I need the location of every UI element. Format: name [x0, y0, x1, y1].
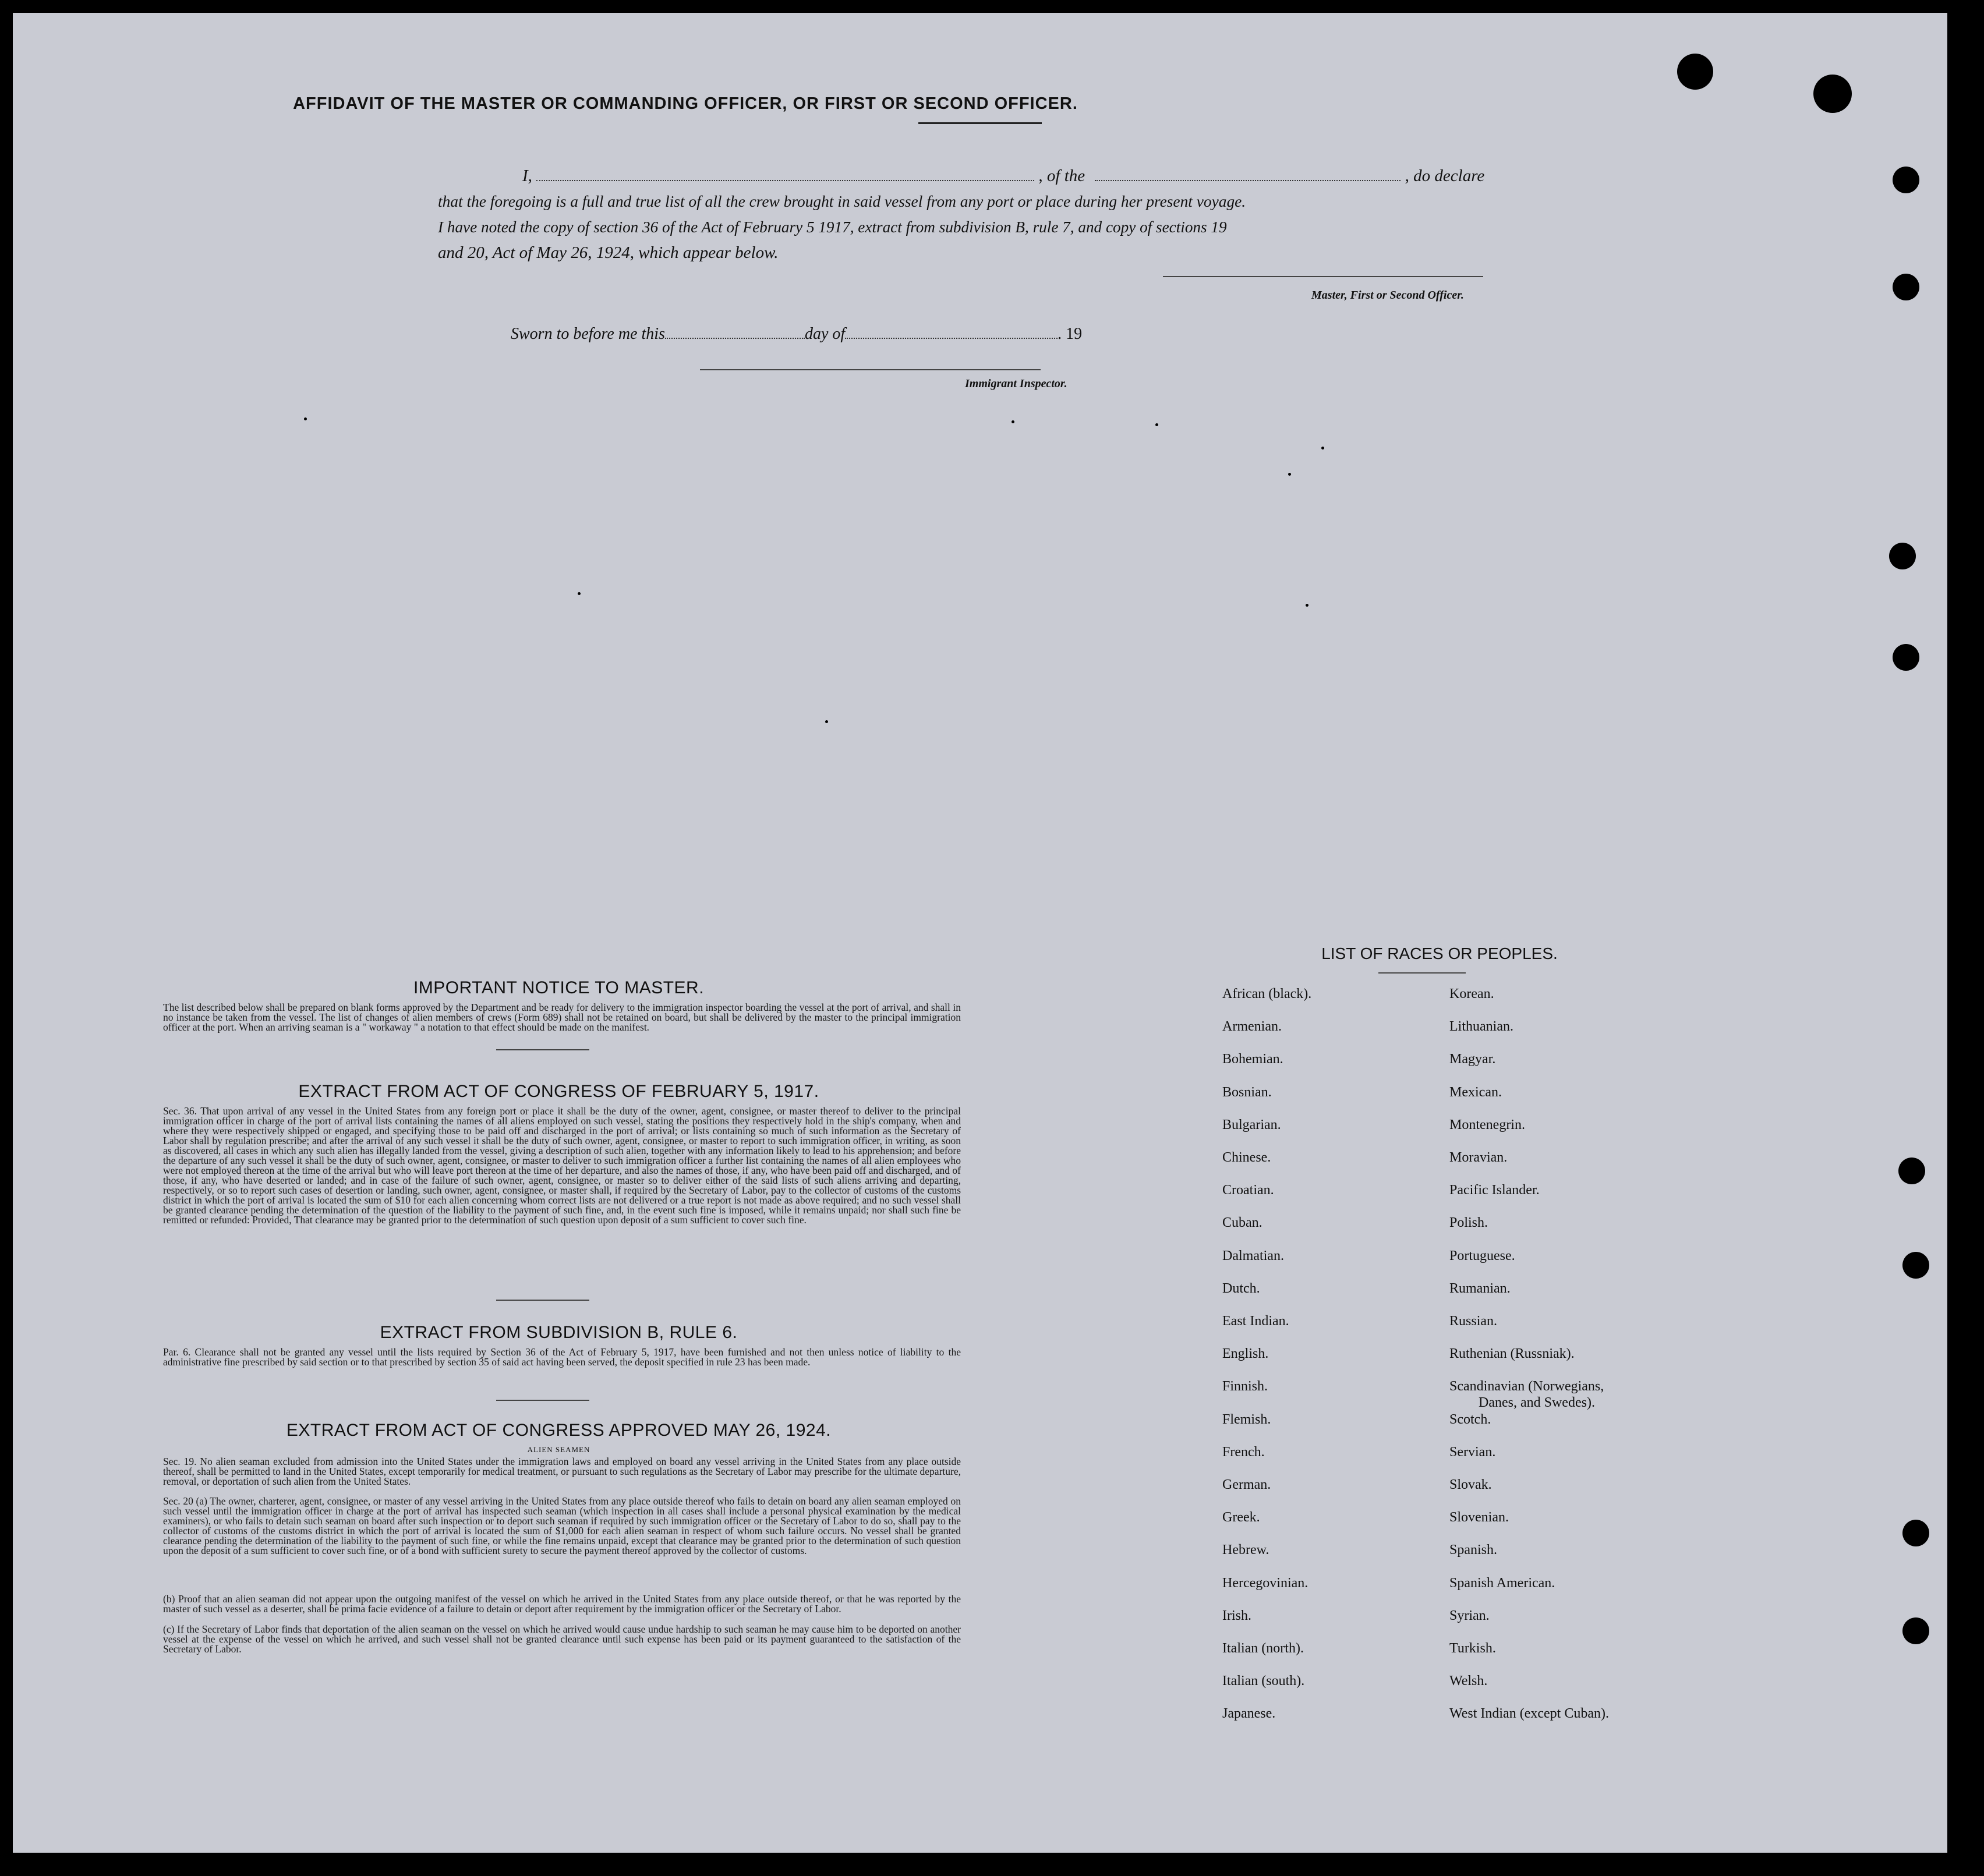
race-item: Montenegrin. [1449, 1117, 1525, 1132]
race-item: Syrian. [1449, 1608, 1490, 1623]
race-item: Lithuanian. [1449, 1019, 1513, 1034]
race-item: Welsh. [1449, 1673, 1488, 1689]
affidavit-title: AFFIDAVIT OF THE MASTER OR COMMANDING OFFICER, OR FIRST OR SECOND OFFICER. [293, 94, 1078, 113]
races-title: LIST OF RACES OR PEOPLES. [1321, 944, 1558, 962]
race-item: English. [1222, 1346, 1269, 1361]
race-item: Greek. [1222, 1510, 1260, 1525]
torn-corner-mark [1677, 54, 1713, 90]
race-item: Pacific Islander. [1449, 1183, 1540, 1198]
race-item: Chinese. [1222, 1150, 1271, 1165]
speck [1306, 604, 1308, 607]
extract-rule6-title: EXTRACT FROM SUBDIVISION B, RULE 6. [380, 1323, 738, 1342]
sworn-day-field[interactable] [665, 337, 805, 339]
declaration-do-declare: , do declare [1405, 167, 1485, 185]
divider [496, 1300, 589, 1301]
race-item: Mexican. [1449, 1085, 1502, 1100]
extract-1924-subtitle: ALIEN SEAMEN [527, 1445, 590, 1454]
name-field[interactable] [536, 179, 1034, 181]
declaration-i: I, [522, 167, 532, 185]
race-item: Italian (north). [1222, 1641, 1304, 1656]
race-item: Spanish. [1449, 1542, 1498, 1558]
race-item: Flemish. [1222, 1412, 1271, 1427]
inspector-signature-line[interactable] [700, 369, 1041, 370]
extract-1924-sec20a: Sec. 20 (a) The owner, charterer, agent, consignee, or master of any vessel arriving in the United States from any place outside thereof who fails to detain on board any alien seaman employed on such vessel until the immigration officer in charge at the port of arrival has inspected such seaman (which inspection in all cases shall include a personal physical examination by the medical examiners), or who fails to detain such seaman on board after such inspection or to deport such seaman if required by such immigration officer or the Secretary of Labor to do so, shall pay to the collector of customs of the customs district in which the port of arrival is located the sum of $1,000 for each alien seaman in respect of whom such failure occurs. No vessel shall be granted clearance pending the determination of the liability to the payment of such fine, or while the fine remains unpaid, except that clearance may be granted prior to the determination of such question upon the deposit of a sum sufficient to cover such fine, or of a bond with sufficient surety to secure the payment thereof approved by the collector of customs. [163, 1495, 961, 1556]
race-item: Magyar. [1449, 1052, 1496, 1067]
race-item: Hercegovinian. [1222, 1576, 1308, 1591]
race-item: Ruthenian (Russniak). [1449, 1346, 1575, 1361]
race-item: Armenian. [1222, 1019, 1282, 1034]
extract-1924-sec19: Sec. 19. No alien seaman excluded from admission into the United States under the immigration laws and employed on board any vessel arriving in the United States from any place outside thereof, shall be permitted to land in the United States, except temporarily for medical treatment, or pursuant to such regulations as the Secretary of Labor may prescribe for the ultimate departure, removal, or deportation of such alien from the United States. [163, 1456, 961, 1487]
signature-label: Master, First or Second Officer. [1311, 289, 1464, 302]
sworn-day-of: day of [804, 325, 846, 343]
form-page [13, 13, 1947, 1853]
extract-1924-title: EXTRACT FROM ACT OF CONGRESS APPROVED MAY 26, 1924. [286, 1421, 832, 1440]
declaration [438, 163, 1533, 266]
notice-text: The list described below shall be prepared on blank forms approved by the Department and be ready for delivery to the immigration inspector boarding the vessel at the port of arrival, and shall in no instance be taken from the vessel. The list of changes of alien members of crews (Form 689) shall not be retained on board, but shall be delivered by the master to the principal immigration officer at the port. When an arriving seaman is a " workaway " a notation to that effect should be made on the manifest. [163, 1001, 961, 1033]
race-item: Italian (south). [1222, 1673, 1305, 1689]
speck [825, 720, 828, 723]
race-item: Turkish. [1449, 1641, 1496, 1656]
speck [1321, 447, 1324, 449]
race-item: Korean. [1449, 986, 1494, 1001]
torn-corner-mark [1813, 75, 1852, 113]
speck [1155, 423, 1158, 426]
race-item: Portuguese. [1449, 1248, 1515, 1263]
sworn-prefix: Sworn to before me this [511, 325, 665, 343]
title-underline [918, 122, 1042, 124]
race-item: Polish. [1449, 1215, 1488, 1230]
punch-hole [1898, 1158, 1925, 1184]
race-item: Dalmatian. [1222, 1248, 1284, 1263]
inspector-label: Immigrant Inspector. [965, 377, 1067, 390]
punch-hole [1893, 644, 1919, 671]
divider [496, 1049, 589, 1050]
declaration-line-3: I have noted the copy of section 36 of the Act of February 5 1917, extract from subdivision B, rule 7, and copy of sections 19 [438, 218, 1227, 236]
race-item: Rumanian. [1449, 1281, 1511, 1296]
race-item: West Indian (except Cuban). [1449, 1706, 1609, 1721]
race-item: Scandinavian (Norwegians, [1449, 1379, 1604, 1394]
notice-title: IMPORTANT NOTICE TO MASTER. [413, 978, 705, 997]
race-item: East Indian. [1222, 1314, 1289, 1329]
race-item: Finnish. [1222, 1379, 1268, 1394]
punch-hole [1889, 543, 1916, 569]
race-item-continuation: Danes, and Swedes). [1479, 1395, 1595, 1410]
extract-1924-sec20b: (b) Proof that an alien seaman did not appear upon the outgoing manifest of the vessel on which he arrived in the United States from any place outside thereof, or that he was reported by the master of such vessel as a deserter, shall be prima facie evidence of a failure to detain or deport after requirement by the immigration officer or the Secretary of Labor. [163, 1593, 961, 1615]
race-item: Servian. [1449, 1445, 1496, 1460]
divider [496, 1400, 589, 1401]
declaration-line-2: that the foregoing is a full and true list of all the crew brought in said vessel from any port or place during her present voyage. [438, 193, 1246, 210]
race-item: French. [1222, 1445, 1265, 1460]
sworn-statement [511, 325, 1082, 344]
speck [304, 417, 307, 420]
race-item: Russian. [1449, 1314, 1498, 1329]
punch-hole [1893, 274, 1919, 300]
speck [1288, 473, 1291, 476]
punch-hole [1902, 1252, 1929, 1279]
race-item: Slovenian. [1449, 1510, 1509, 1525]
sworn-month-field[interactable] [845, 337, 1058, 339]
race-item: Slovak. [1449, 1477, 1492, 1492]
race-item: Croatian. [1222, 1183, 1274, 1198]
race-item: Dutch. [1222, 1281, 1260, 1296]
extract-1924-sec20c: (c) If the Secretary of Labor finds that deportation of the alien seaman on the vessel on which he arrived would cause undue hardship to such seaman he may cause him to be deported on another vessel at the expense of the vessel on which he arrived, and such vessel shall not be granted clearance until such expense has been paid or its payment guaranteed to the satisfaction of the Secretary of Labor. [163, 1623, 961, 1655]
race-item: Cuban. [1222, 1215, 1262, 1230]
race-item: Irish. [1222, 1608, 1251, 1623]
race-item: Japanese. [1222, 1706, 1276, 1721]
race-item: Bulgarian. [1222, 1117, 1281, 1132]
race-item: Scotch. [1449, 1412, 1491, 1427]
race-item: Hebrew. [1222, 1542, 1269, 1558]
race-item: African (black). [1222, 986, 1312, 1001]
punch-hole [1902, 1617, 1929, 1644]
punch-hole [1893, 167, 1919, 193]
speck [578, 592, 581, 595]
races-divider [1378, 972, 1466, 974]
punch-hole [1902, 1520, 1929, 1546]
declaration-of-the: , of the [1038, 167, 1085, 185]
race-item: Bosnian. [1222, 1085, 1272, 1100]
race-item: Spanish American. [1449, 1576, 1555, 1591]
declaration-line-4: and 20, Act of May 26, 1924, which appear below. [438, 243, 779, 262]
race-item: Moravian. [1449, 1150, 1508, 1165]
extract-rule6-text: Par. 6. Clearance shall not be granted any vessel until the lists required by Section 36 of the Act of February 5, 1917, have been furnished and not then unless notice of liability to the administrative fine prescribed by said section or to that prescribed by section 35 of said act having been served, the deposit specified in rule 23 has been made. [163, 1346, 961, 1368]
extract-1917-title: EXTRACT FROM ACT OF CONGRESS OF FEBRUARY 5, 1917. [298, 1082, 819, 1101]
signature-line[interactable] [1163, 276, 1483, 277]
sworn-year: . 19 [1058, 325, 1083, 343]
speck [1012, 420, 1014, 423]
race-item: German. [1222, 1477, 1271, 1492]
extract-1917-text: Sec. 36. That upon arrival of any vessel in the United States from any foreign port or place it shall be the duty of the owner, agent, consignee, or master thereof to deliver to the principal immigration officer in charge of the port of arrival lists containing the names of all aliens employed on such vessel, stating the positions they respectively hold in the ship's company, when and where they were respectively shipped or engaged, and specifying those to be paid off and discharged in the port of arrival; or lists containing so much of such information as the Secretary of Labor shall by regulation prescribe; and after the arrival of any such vessel it shall be the duty of such owner, agent, consignee, or master to report to such immigration officer, in writing, as soon as discovered, all cases in which any such alien has illegally landed from the vessel, giving a description of such alien, together with any information likely to lead to his apprehension; and before the departure of any such vessel it shall be the duty of such owner, agent, consignee, or master to deliver to such immigration officer a further list containing the names of all alien employees who were not employed thereon at the time of the arrival but who will leave port thereon at the time of her departure, and also the names of those, if any, who have been paid off and discharged, and of those, if any, who have deserted or landed; and in case of the failure of such owner, agent, consignee, or master so to deliver either of the said lists of such aliens arriving and departing, respectively, or so to report such cases of desertion or landing, such owner, agent, consignee, or master shall, if required by the Secretary of Labor, pay to the collector of customs of the customs district in which the port of arrival is located the sum of $10 for each alien concerning whom correct lists are not delivered or a true report is not made as above required; and no such vessel shall be granted clearance pending the determination of the question of the liability to the payment of such fine, and, in the event such fine is imposed, while it remains unpaid; nor shall such fine be remitted or refunded: Provided, That clearance may be granted prior to the determination of such question upon deposit of a sum sufficient to cover such fine. [163, 1105, 961, 1226]
vessel-field[interactable] [1095, 179, 1401, 181]
race-item: Bohemian. [1222, 1052, 1283, 1067]
